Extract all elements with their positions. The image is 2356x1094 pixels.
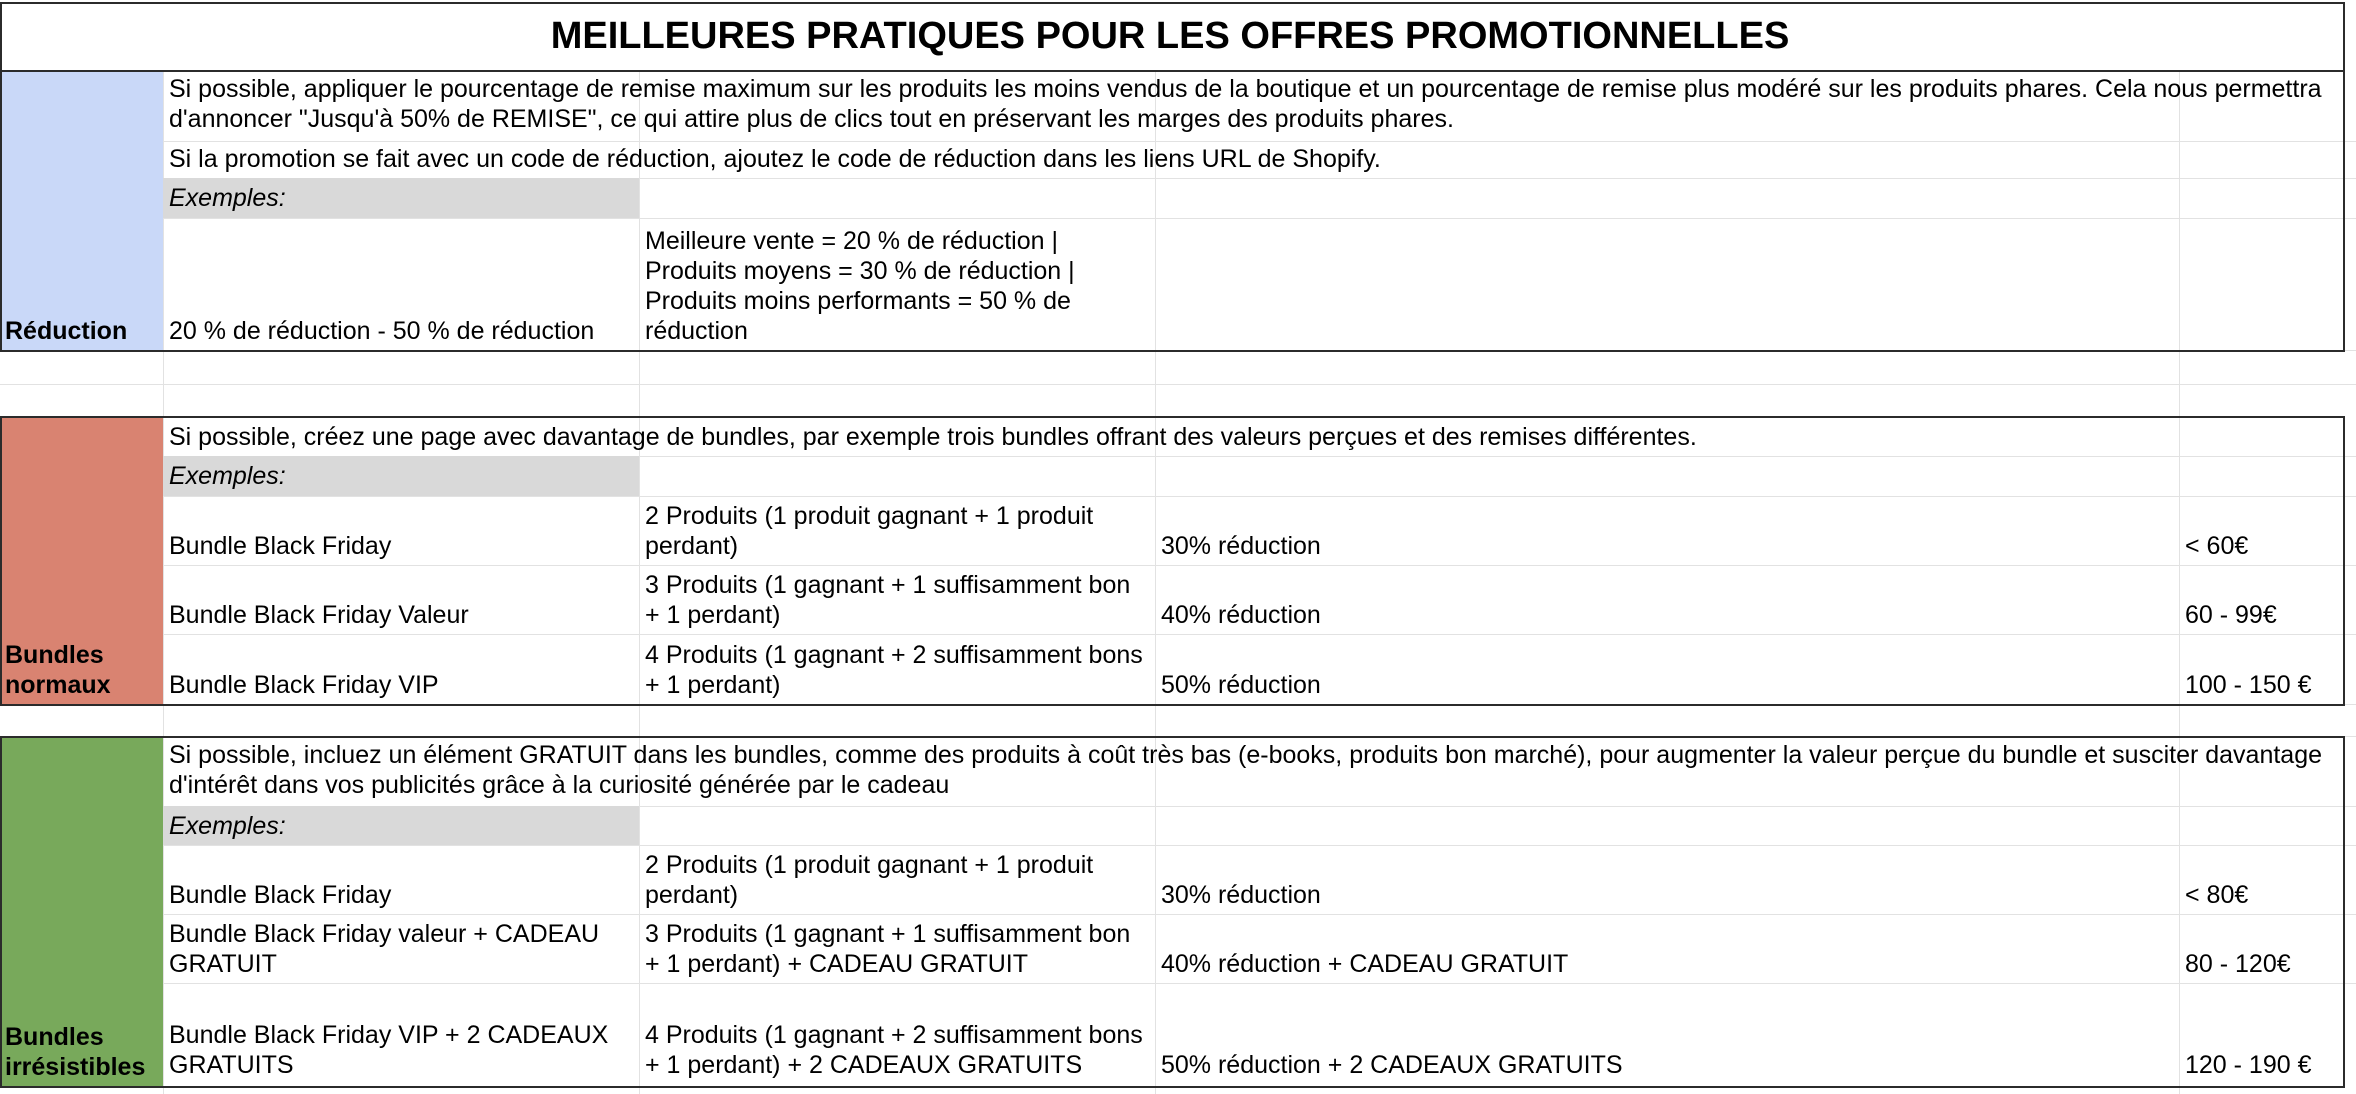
cell-text: 40% réduction bbox=[1161, 601, 1321, 629]
category-label: Réduction bbox=[5, 317, 128, 345]
cell-text: 30% réduction bbox=[1161, 881, 1321, 909]
section-border-bundles-normaux bbox=[0, 416, 2345, 706]
page-title: MEILLEURES PRATIQUES POUR LES OFFRES PROMOTIONNELLES bbox=[550, 15, 1790, 57]
cell-text: < 80€ bbox=[2185, 881, 2249, 909]
cell-text: 20 % de réduction - 50 % de réduction bbox=[169, 317, 595, 345]
cell-text: 3 Produits (1 gagnant + 1 suffisamment bon + 1 perdant) + CADEAU GRATUIT bbox=[645, 920, 1131, 978]
grid-line bbox=[0, 384, 2356, 385]
cell-text: 2 Produits (1 produit gagnant + 1 produit perdant) bbox=[645, 851, 1094, 909]
cell-text: 100 - 150 € bbox=[2185, 671, 2312, 699]
cell-text: 2 Produits (1 produit gagnant + 1 produit perdant) bbox=[645, 502, 1094, 560]
cell-text: 4 Produits (1 gagnant + 2 suffisamment bons + 1 perdant) bbox=[645, 641, 1143, 699]
cell-text: Meilleure vente = 20 % de réduction | Produits moyens = 30 % de réduction | Produits moins performants = 50 % de réduction bbox=[645, 227, 1075, 345]
cell-text: 60 - 99€ bbox=[2185, 601, 2277, 629]
note-text: Si la promotion se fait avec un code de réduction, ajoutez le code de réduction dans les liens URL de Shopify. bbox=[169, 145, 1381, 173]
examples-text: Exemples: bbox=[169, 811, 286, 840]
note-text: Si possible, incluez un élément GRATUIT dans les bundles, comme des produits à coût très bas (e-books, produits bon marché), pour augmenter la valeur perçue du bundle et susciter davantage d'intérêt dans vos publicités grâce à la curiosité générée par le cadeau bbox=[169, 741, 2323, 799]
examples-text: Exemples: bbox=[169, 184, 286, 212]
cell-text: 3 Produits (1 gagnant + 1 suffisamment bon + 1 perdant) bbox=[645, 571, 1131, 629]
cell-text: Bundle Black Friday valeur + CADEAU GRATUIT bbox=[169, 920, 600, 978]
cell-text: Bundle Black Friday bbox=[169, 881, 392, 909]
cell-text: 4 Produits (1 gagnant + 2 suffisamment bons + 1 perdant) + 2 CADEAUX GRATUITS bbox=[645, 1021, 1143, 1079]
cell-text: 30% réduction bbox=[1161, 532, 1321, 560]
note-text: Si possible, appliquer le pourcentage de remise maximum sur les produits les moins vendus de la boutique et un pourcentage de remise plus modéré sur les produits phares. Cela nous permettra d'annoncer "Jusqu'à 50% de REMISE", ce qui attire plus de clics tout en préservant les marges des produits phares. bbox=[169, 75, 2322, 133]
cell-text: 40% réduction + CADEAU GRATUIT bbox=[1161, 950, 1569, 978]
section-border-reduction bbox=[0, 70, 2345, 352]
cell-text: 50% réduction + 2 CADEAUX GRATUITS bbox=[1161, 1051, 1623, 1079]
examples-text: Exemples: bbox=[169, 462, 286, 490]
cell-text: 120 - 190 € bbox=[2185, 1051, 2312, 1079]
cell-text: < 60€ bbox=[2185, 532, 2249, 560]
category-label: Bundles irrésistibles bbox=[5, 1023, 146, 1081]
cell-text: Bundle Black Friday Valeur bbox=[169, 601, 469, 629]
cell-text: Bundle Black Friday VIP bbox=[169, 671, 439, 699]
category-label: Bundles normaux bbox=[5, 641, 111, 699]
cell-text: 80 - 120€ bbox=[2185, 950, 2291, 978]
cell-text: Bundle Black Friday VIP + 2 CADEAUX GRATUITS bbox=[169, 1021, 609, 1079]
note-text: Si possible, créez une page avec davantage de bundles, par exemple trois bundles offrant des valeurs perçues et des remises différentes. bbox=[169, 423, 1697, 451]
cell-text: Bundle Black Friday bbox=[169, 532, 392, 560]
cell-text: 50% réduction bbox=[1161, 671, 1321, 699]
section-border-bundles-irresistibles bbox=[0, 736, 2345, 1088]
